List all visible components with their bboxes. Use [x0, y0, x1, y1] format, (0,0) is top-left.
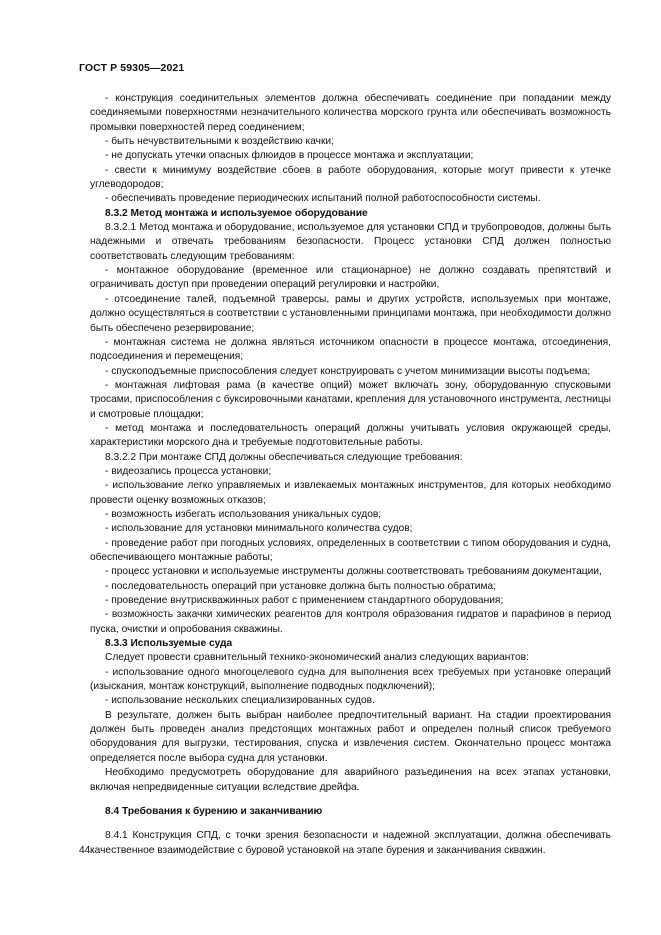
document-header: ГОСТ Р 59305—2021	[79, 62, 185, 74]
paragraph: - возможность закачки химических реагентов для контроля образования гидратов и парафинов в период пуска, очистки и опробования скважины.	[90, 609, 611, 635]
paragraph: - метод монтажа и последовательность операций должны учитывать условия окружающей среды, характеристики морского дна и требуемые подготовительные работы.	[90, 422, 611, 449]
paragraph: - видеозапись процесса установки;	[105, 465, 272, 477]
section-heading: 8.3.3 Используемые суда	[105, 638, 233, 650]
paragraph: - проведение внутрискважинных работ с применением стандартного оборудования;	[105, 595, 504, 607]
paragraph: - возможность избегать использования уникальных судов;	[105, 508, 382, 520]
paragraph: - быть нечувствительными к воздействию качки;	[105, 136, 334, 148]
paragraph: Следует провести сравнительный технико-экономический анализ следующих вариантов:	[105, 652, 529, 664]
section-heading: 8.3.2 Метод монтажа и используемое оборудование	[105, 207, 368, 219]
document-body	[90, 92, 611, 858]
paragraph: - монтажная лифтовая рама (в качестве опций) может включать зону, оборудованную спусковыми тросами, приспособления с буксировочными канатами, крепления для установочного инструмента, лестницы и смотровые площадки;	[90, 379, 611, 420]
paragraph: - обеспечивать проведение периодических испытаний полной работоспособности системы.	[105, 193, 541, 205]
paragraph: - монтажная система не должна являться источником опасности в процессе монтажа, отсоединения, подсоединения и перемещения;	[90, 336, 611, 363]
paragraph: - спускоподъемные приспособления следует конструировать с учетом минимизации высоты подъема;	[105, 365, 591, 377]
paragraph: Необходимо предусмотреть оборудование для аварийного разъединения на всех этапах установки, включая непредвиденные ситуации вследствие дрейфа.	[90, 767, 611, 793]
paragraph: - конструкция соединительных элементов должна обеспечивать соединение при попадании между соединяемыми поверхностями незначительного количества морского грунта или обеспечивать возможность промывки поверхностей перед соединением;	[90, 93, 611, 133]
section-heading: 8.4 Требования к бурению и заканчиванию	[105, 805, 323, 817]
paragraph: - использование нескольких специализированных судов.	[105, 695, 375, 707]
paragraph: 8.4.1 Конструкция СПД, с точки зрения безопасности и надежной эксплуатации, должна обеспечивать качественное взаимодействие с буровой установкой на этапе бурения и заканчивания скважин.	[90, 830, 611, 856]
paragraph: - последовательность операций при установке должна быть полностью обратима;	[105, 580, 496, 592]
page-number: 44	[79, 845, 91, 856]
paragraph: - не допускать утечки опасных флюидов в процессе монтажа и эксплуатации;	[105, 150, 474, 162]
paragraph: - использование легко управляемых и извлекаемых монтажных инструментов, для которых необходимо провести оценку возможных отказов;	[90, 480, 611, 506]
paragraph: - монтажное оборудование (временное или стационарное) не должно создавать препятствий и ограничивать доступ при проведении операций регулировки и настройки,	[90, 265, 611, 291]
paragraph: - использование одного многоцелевого судна для выполнения всех требуемых при установке операций (изыскания, монтаж конструкций, выполнение подводных подключений);	[90, 666, 611, 693]
paragraph: В результате, должен быть выбран наиболее предпочтительный вариант. На стадии проектирования должен быть проведен анализ предстоящих монтажных работ и определен полный список требуемого оборудования для выгрузки, тестирования, спуска и извлечения систем. Окончательно процесс монтажа определяется после выбора судна для установки.	[90, 709, 611, 764]
paragraph: 8.3.2.1 Метод монтажа и оборудование, используемое для установки СПД и трубопроводов, должны быть надежными и отвечать требованиям безопасности. Процесс установки СПД должен полностью соответствовать следующим требованиям:	[90, 222, 611, 262]
paragraph: - проведение работ при погодных условиях, определенных в соответствии с типом оборудования и судна, обеспечивающего монтажные работы;	[90, 537, 611, 563]
paragraph: - свести к минимуму воздействие сбоев в работе оборудования, которые могут привести к утечке углеводородов;	[90, 164, 611, 191]
paragraph: - отсоединение талей, подъемной траверсы, рамы и других устройств, используемых при монтаже, должно осуществляться в соответствии с установленными принципами монтажа, при необходимости должно быть обеспечено резервирование;	[90, 293, 611, 334]
paragraph: - использование для установки минимального количества судов;	[105, 523, 413, 535]
paragraph: - процесс установки и используемые инструменты должны соответствовать требованиям документации,	[105, 566, 602, 578]
paragraph: 8.3.2.2 При монтаже СПД должны обеспечиваться следующие требования:	[105, 451, 463, 463]
